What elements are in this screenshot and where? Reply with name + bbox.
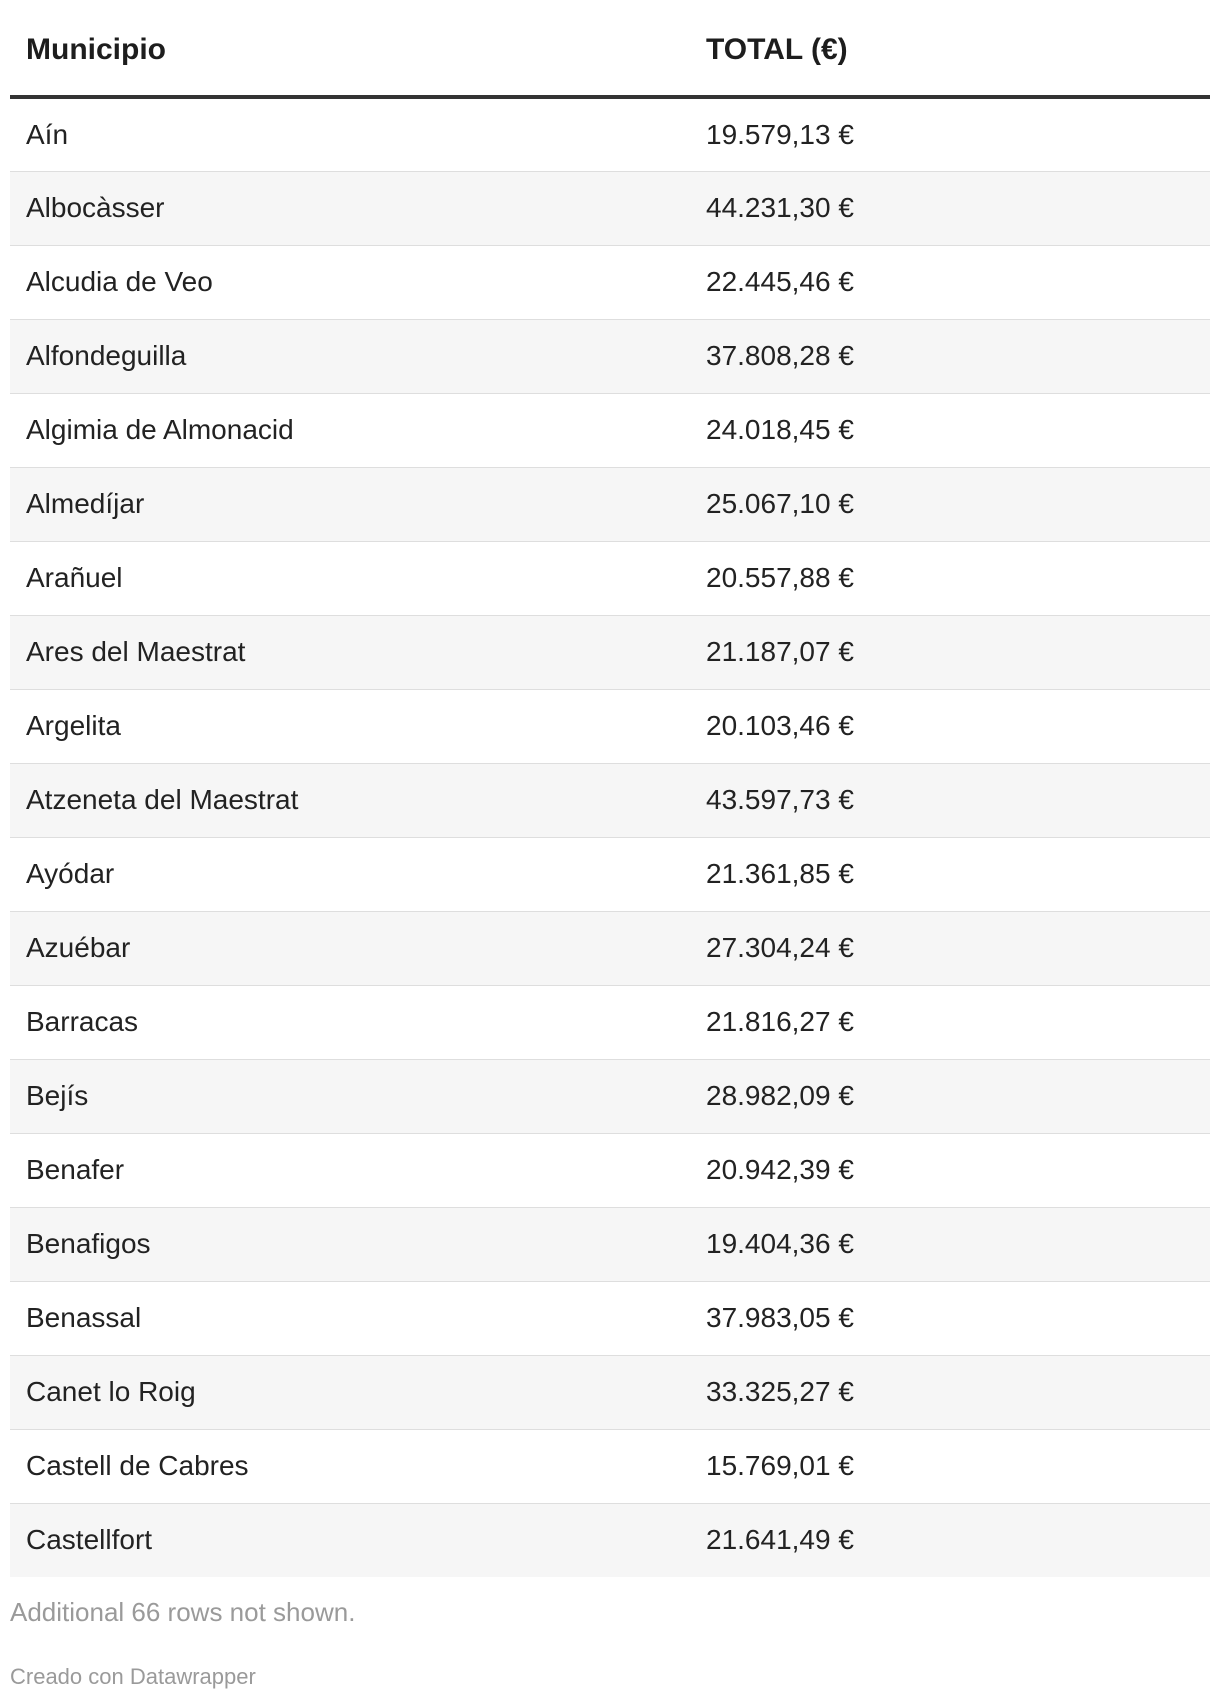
table-row [10,1503,1210,1577]
column-header-municipio[interactable] [10,0,690,97]
total-cell: 27.304,24 € [690,911,1210,985]
table-row [10,763,1210,837]
municipio-cell: Ayódar [10,837,690,911]
table-body [10,97,1210,1577]
municipio-cell: Arañuel [10,541,690,615]
municipio-cell: Azuébar [10,911,690,985]
table-row [10,1207,1210,1281]
total-cell: 21.361,85 € [690,837,1210,911]
municipio-cell: Castellfort [10,1503,690,1577]
table-row [10,1429,1210,1503]
municipio-cell: Atzeneta del Maestrat [10,763,690,837]
total-cell: 21.187,07 € [690,615,1210,689]
column-header-total-label: TOTAL (€) [706,32,848,66]
total-cell: 44.231,30 € [690,171,1210,245]
table-row [10,97,1210,171]
datawrapper-table-container [10,0,1210,1691]
column-header-total[interactable] [690,0,1210,97]
table-row [10,615,1210,689]
total-cell: 37.983,05 € [690,1281,1210,1355]
total-cell: 15.769,01 € [690,1429,1210,1503]
table-header [10,0,1210,97]
total-cell: 43.597,73 € [690,763,1210,837]
total-cell: 24.018,45 € [690,393,1210,467]
table-row [10,985,1210,1059]
municipio-cell: Benafigos [10,1207,690,1281]
municipio-cell: Benafer [10,1133,690,1207]
table-row [10,541,1210,615]
table-row [10,467,1210,541]
total-cell: 19.404,36 € [690,1207,1210,1281]
total-cell: 37.808,28 € [690,319,1210,393]
total-cell: 20.942,39 € [690,1133,1210,1207]
table-row [10,1281,1210,1355]
table-row [10,1059,1210,1133]
total-cell: 28.982,09 € [690,1059,1210,1133]
total-cell: 21.641,49 € [690,1503,1210,1577]
table-row [10,1355,1210,1429]
municipio-cell: Algimia de Almonacid [10,393,690,467]
datawrapper-credit: Creado con Datawrapper [10,1664,256,1689]
table-row [10,319,1210,393]
table-row [10,911,1210,985]
total-cell: 33.325,27 € [690,1355,1210,1429]
municipio-cell: Canet lo Roig [10,1355,690,1429]
total-cell: 20.103,46 € [690,689,1210,763]
municipio-cell: Aín [10,97,690,171]
table-row [10,689,1210,763]
municipio-cell: Almedíjar [10,467,690,541]
municipio-cell: Castell de Cabres [10,1429,690,1503]
municipio-cell: Argelita [10,689,690,763]
municipio-cell: Bejís [10,1059,690,1133]
total-cell: 22.445,46 € [690,245,1210,319]
municipio-cell: Barracas [10,985,690,1059]
header-row [10,0,1210,97]
municipio-cell: Ares del Maestrat [10,615,690,689]
municipality-totals-table [10,0,1210,1577]
column-header-municipio-label: Municipio [26,32,166,66]
total-cell: 21.816,27 € [690,985,1210,1059]
municipio-cell: Alfondeguilla [10,319,690,393]
municipio-cell: Albocàsser [10,171,690,245]
table-row [10,837,1210,911]
table-row [10,393,1210,467]
more-rows-note: Additional 66 rows not shown. [10,1597,356,1627]
table-row [10,171,1210,245]
municipio-cell: Benassal [10,1281,690,1355]
table-row [10,245,1210,319]
table-row [10,1133,1210,1207]
total-cell: 20.557,88 € [690,541,1210,615]
municipio-cell: Alcudia de Veo [10,245,690,319]
total-cell: 25.067,10 € [690,467,1210,541]
total-cell: 19.579,13 € [690,97,1210,171]
